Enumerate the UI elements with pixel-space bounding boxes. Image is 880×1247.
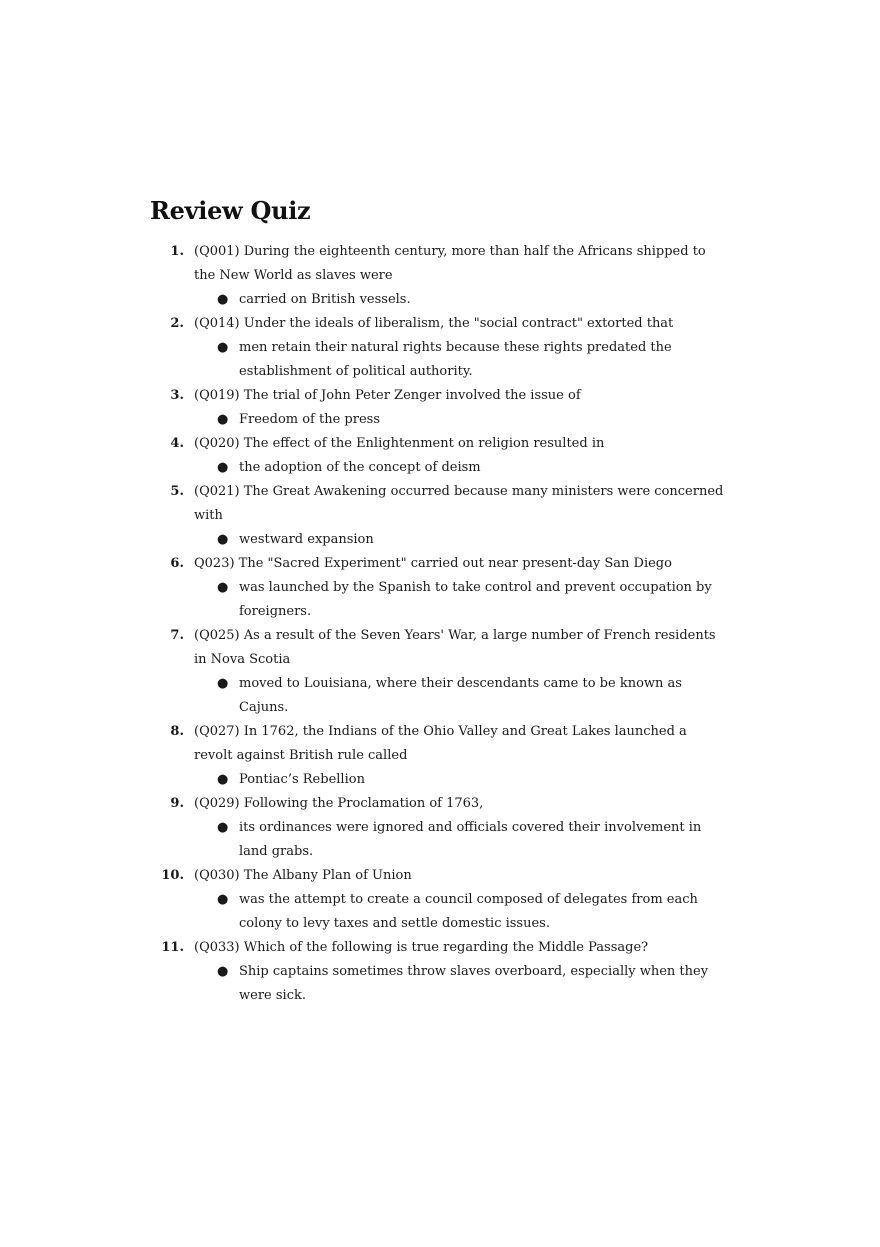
answer-text: was the attempt to create a council composed of delegates from each colony to levy taxes and settle domestic issues. <box>239 892 698 931</box>
question-text: (Q001) During the eighteenth century, more than half the Africans shipped to the New World as slaves were <box>194 244 706 283</box>
question-number: 9. <box>170 796 184 811</box>
answer-text: its ordinances were ignored and officials covered their involvement in land grabs. <box>239 820 702 859</box>
answer-item <box>217 408 731 432</box>
bullet-icon: ● <box>217 532 229 547</box>
question-text: (Q027) In 1762, the Indians of the Ohio Valley and Great Lakes launched a revolt against British rule called <box>194 724 687 763</box>
question-item <box>0 864 880 936</box>
question-text: (Q025) As a result of the Seven Years' War, a large number of French residents in Nova Scotia <box>194 628 716 667</box>
question-number: 1. <box>170 244 184 259</box>
answer-item <box>217 768 731 792</box>
answer-text: was launched by the Spanish to take control and prevent occupation by foreigners. <box>239 580 712 619</box>
answer-item <box>217 336 731 384</box>
answer-text: moved to Louisiana, where their descendants came to be known as Cajuns. <box>239 676 682 715</box>
answer-item <box>217 888 731 936</box>
bullet-icon: ● <box>217 412 229 427</box>
answer-item <box>217 288 731 312</box>
answer-text: carried on British vessels. <box>239 292 411 307</box>
answer-item <box>217 528 731 552</box>
question-text: (Q033) Which of the following is true regarding the Middle Passage? <box>194 940 649 955</box>
bullet-icon: ● <box>217 964 229 979</box>
bullet-icon: ● <box>217 580 229 595</box>
question-item <box>0 624 880 720</box>
bullet-icon: ● <box>217 892 229 907</box>
bullet-icon: ● <box>217 340 229 355</box>
question-item <box>0 432 880 480</box>
question-text: (Q019) The trial of John Peter Zenger involved the issue of <box>194 388 581 403</box>
bullet-icon: ● <box>217 676 229 691</box>
question-number: 4. <box>170 436 184 451</box>
question-item <box>0 720 880 792</box>
answer-text: the adoption of the concept of deism <box>239 460 481 475</box>
question-text: Q023) The "Sacred Experiment" carried out near present-day San Diego <box>194 556 672 571</box>
question-text: (Q021) The Great Awakening occurred because many ministers were concerned with <box>194 484 724 523</box>
question-number: 7. <box>170 628 184 643</box>
question-item <box>0 312 880 384</box>
question-number: 10. <box>161 868 184 883</box>
answer-text: westward expansion <box>239 532 374 547</box>
answer-text: Ship captains sometimes throw slaves overboard, especially when they were sick. <box>239 964 709 1003</box>
answer-text: Pontiac’s Rebellion <box>239 772 365 787</box>
answer-item <box>217 456 731 480</box>
question-item <box>0 792 880 864</box>
question-item <box>0 936 880 1008</box>
answer-item <box>217 576 731 624</box>
bullet-icon: ● <box>217 292 229 307</box>
question-text: (Q020) The effect of the Enlightenment on religion resulted in <box>194 436 605 451</box>
answer-item <box>217 816 731 864</box>
question-text: (Q030) The Albany Plan of Union <box>194 868 412 883</box>
question-item <box>0 552 880 624</box>
question-item <box>0 384 880 432</box>
answer-text: Freedom of the press <box>239 412 380 427</box>
answer-text: men retain their natural rights because these rights predated the establishment of political authority. <box>239 340 672 379</box>
bullet-icon: ● <box>217 772 229 787</box>
question-text: (Q029) Following the Proclamation of 1763, <box>194 796 484 811</box>
answer-item <box>217 672 731 720</box>
question-number: 8. <box>170 724 184 739</box>
bullet-icon: ● <box>217 820 229 835</box>
bullet-icon: ● <box>217 460 229 475</box>
question-item <box>0 240 880 312</box>
page-title: Review Quiz <box>150 196 311 225</box>
question-number: 6. <box>170 556 184 571</box>
question-text: (Q014) Under the ideals of liberalism, the "social contract" extorted that <box>194 316 674 331</box>
question-number: 11. <box>161 940 184 955</box>
question-list <box>0 240 880 1008</box>
question-number: 5. <box>170 484 184 499</box>
question-number: 3. <box>170 388 184 403</box>
answer-item <box>217 960 731 1008</box>
question-item <box>0 480 880 552</box>
question-number: 2. <box>170 316 184 331</box>
